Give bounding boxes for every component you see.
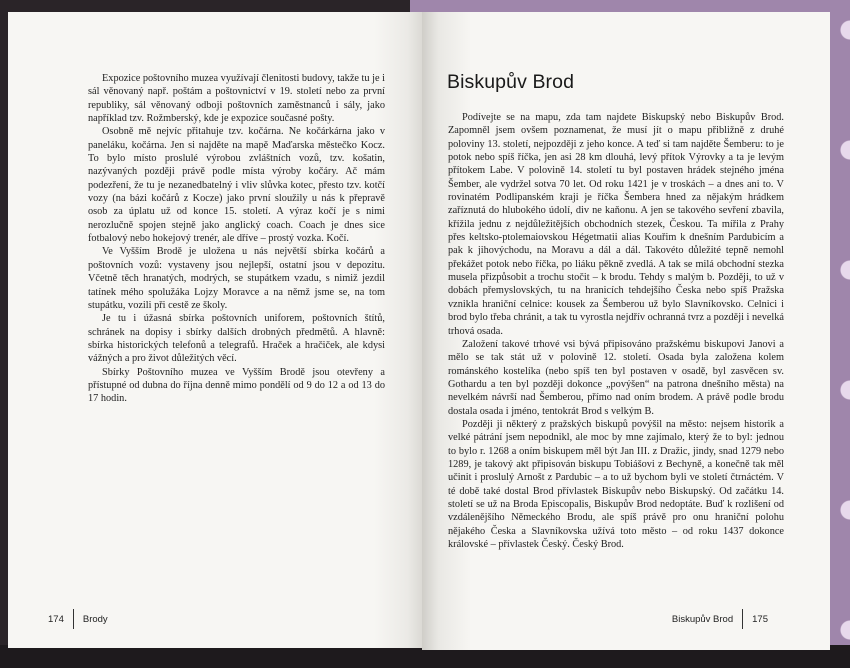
paragraph: Sbírky Poštovního muzea ve Vyšším Brodě jsou otevřeny a přístupné od dubna do října denně mimo pondělí od 9 do 12 a od 13 do 17 hodin. [88, 366, 385, 405]
paragraph: Expozice poštovního muzea využívají členitosti budovy, takže tu je i sál věnovaný např. poštám a poštovnictví v 19. století nebo za první republiky, sál věnovaný odboji poštovních zaměstnanců i sály, jako například tzv. Rožmberský, kde je expozice současné pošty. [88, 73, 385, 125]
right-page-body [448, 111, 784, 551]
footer-divider [73, 609, 74, 629]
right-page [422, 12, 830, 650]
left-page-footer [48, 609, 108, 629]
left-page [8, 12, 424, 648]
paragraph: Založení takové trhové vsi bývá připisováno pražskému biskupovi Janovi a mělo se tak stát už v polovině 12. století. Osada byla založena kolem románského kostelíka (nebo spíš ten byl postaven v osadě, byl zasvěcen sv. Gothardu a ten byl později dokonce „povýšen“ na patrona dnešního města) na nevelkém návrší nad Šemberou, přímo nad oním brodem. A právě podle brodu dostala osada i jméno, tentokrát Brod s velkým B. [448, 338, 784, 417]
paragraph: Je tu i úžasná sbírka poštovních uniforem, poštovních štítů, schránek na dopisy i sbírky dalších drobných předmětů. A hlavně: sbírka historických telefonů a telegrafů. Hraček a hračiček, ale kdysi vážných a pro život důležitých věcí. [88, 313, 385, 365]
page-number: 174 [48, 613, 64, 625]
left-page-body [88, 72, 385, 406]
footer-divider [742, 609, 743, 629]
running-head: Biskupův Brod [671, 613, 734, 625]
paragraph: Podívejte se na mapu, zda tam najdete Biskupský nebo Biskupův Brod. Zapomněl jsem ovšem poznamenat, že musí jít o mapu přibližně z druhé poloviny 13. století, nejpozději z jeho konce. A teď si tam najděte Šemberu: to je potok nebo spíš říčka, jen asi 28 km dlouhá, levý přítok Výrovky a ta je levým přítokem Labe. V polovině 14. století tu byl postaven hrádek stejného jména Šember, ale vydržel sotva 70 let. Od roku 1421 je v troskách – a dnes ani to. V rovinatém Podlipanském kraji je říčka Šembera hned za nějakým hrádkem zaříznutá do hlubokého údolí, div ne kaňonu. A jen se takového sevření zbavila, křížila jednu z nejdůležitějších obchodních stezek, Českou. Ta mířila z Prahy přes keltsko-ptolemaiovskou Hégetmatii alias Kouřim k dnešním Pardubicím a pak k jihovýchodu, na Moravu a dál a dál. Takovéto důležité tepně nemohl překážet potok nebo říčka, po liáku pěkně zvedlá. A tak se milá obchodní stezka musela přizpůsobit a trochu stočit – k brodu. Tehdy s malým b. Později, to už v dobách přemyslovských, tu na hranicích tehdejšího Česka nebo spíš Pražska vznikla hraniční celnice: kousek za Šemberou už bylo Slavníkovsko. Celnici i brod bylo třeba chránit, a tak tu vyrostla nejdřív ochranná tvrz a později i nevelká trhová osada. [448, 112, 784, 337]
paragraph: Osobně mě nejvíc přitahuje tzv. kočárna. Ne kočárkárna jako v paneláku, kočárna. Jen si najděte na mapě Maďarska městečko Kocz. To bylo místo proslulé výrobou zvláštních vozů, tzv. košatin, nazývaných později právě podle místa výroby kočáry. Ač mám podezření, že tu je nezanedbatelný i vliv slůvka kotec, přesto tzv. kotčí vozy (na bázi kočárů z Kocze) jako první sloužily u nás k přepravě osob za úplatu už od konce 15. století. A výraz kočí je s nimi nerozlučně spojen stejně jako anglický coach. Coach je dnes sice fotbalový nebo hokejový trenér, ale dříve – prostý vozka. Kočí. [88, 126, 385, 245]
running-head: Brody [82, 613, 108, 625]
paragraph: Ve Vyšším Brodě je uložena u nás největší sbírka kočárů a poštovních vozů: vystaveny jsou nejlepší, ostatní jsou v depozitu. Včetně těch hranatých, modrých, se stupátkem vzadu, s nimiž jezdil tatínek mého spolužáka Lojzy Moravce a na němž jsme se, na tom stupátku, vozili při cestě ze školy. [88, 246, 385, 311]
paragraph: Později ji některý z pražských biskupů povýšil na město: nejsem historik a velké pátrání jsem nepodnikl, ale moc by mne zajímalo, který že to byl: jednou to bylo r. 1268 a oním biskupem měl být Jan III. z Dražic, jindy, snad 1279 nebo 1289, je takový akt připisován biskupu Tobiášovi z Bechyně, a konečně tak měl učinit i proslulý Arnošt z Pardubic – a to už bychom byli ve století čtrnáctém. V té době také dostal Brod přívlastek Biskupův nebo Biskupský. Od začátku 14. století se už na Broda Episcopalis, Biskupův Brod nedoptáte. Buď k rozlišení od vzdálenějšího Německého Brodu, ale spíš právě pro onu hraniční polohu nějakého Česka a Slavníkovska užívá toto město – od roku 1437 dokonce královské – přívlastek Český. Český Brod. [448, 418, 784, 550]
chapter-title: Biskupův Brod [447, 71, 575, 93]
page-number: 175 [752, 613, 768, 625]
right-page-footer [672, 609, 768, 629]
